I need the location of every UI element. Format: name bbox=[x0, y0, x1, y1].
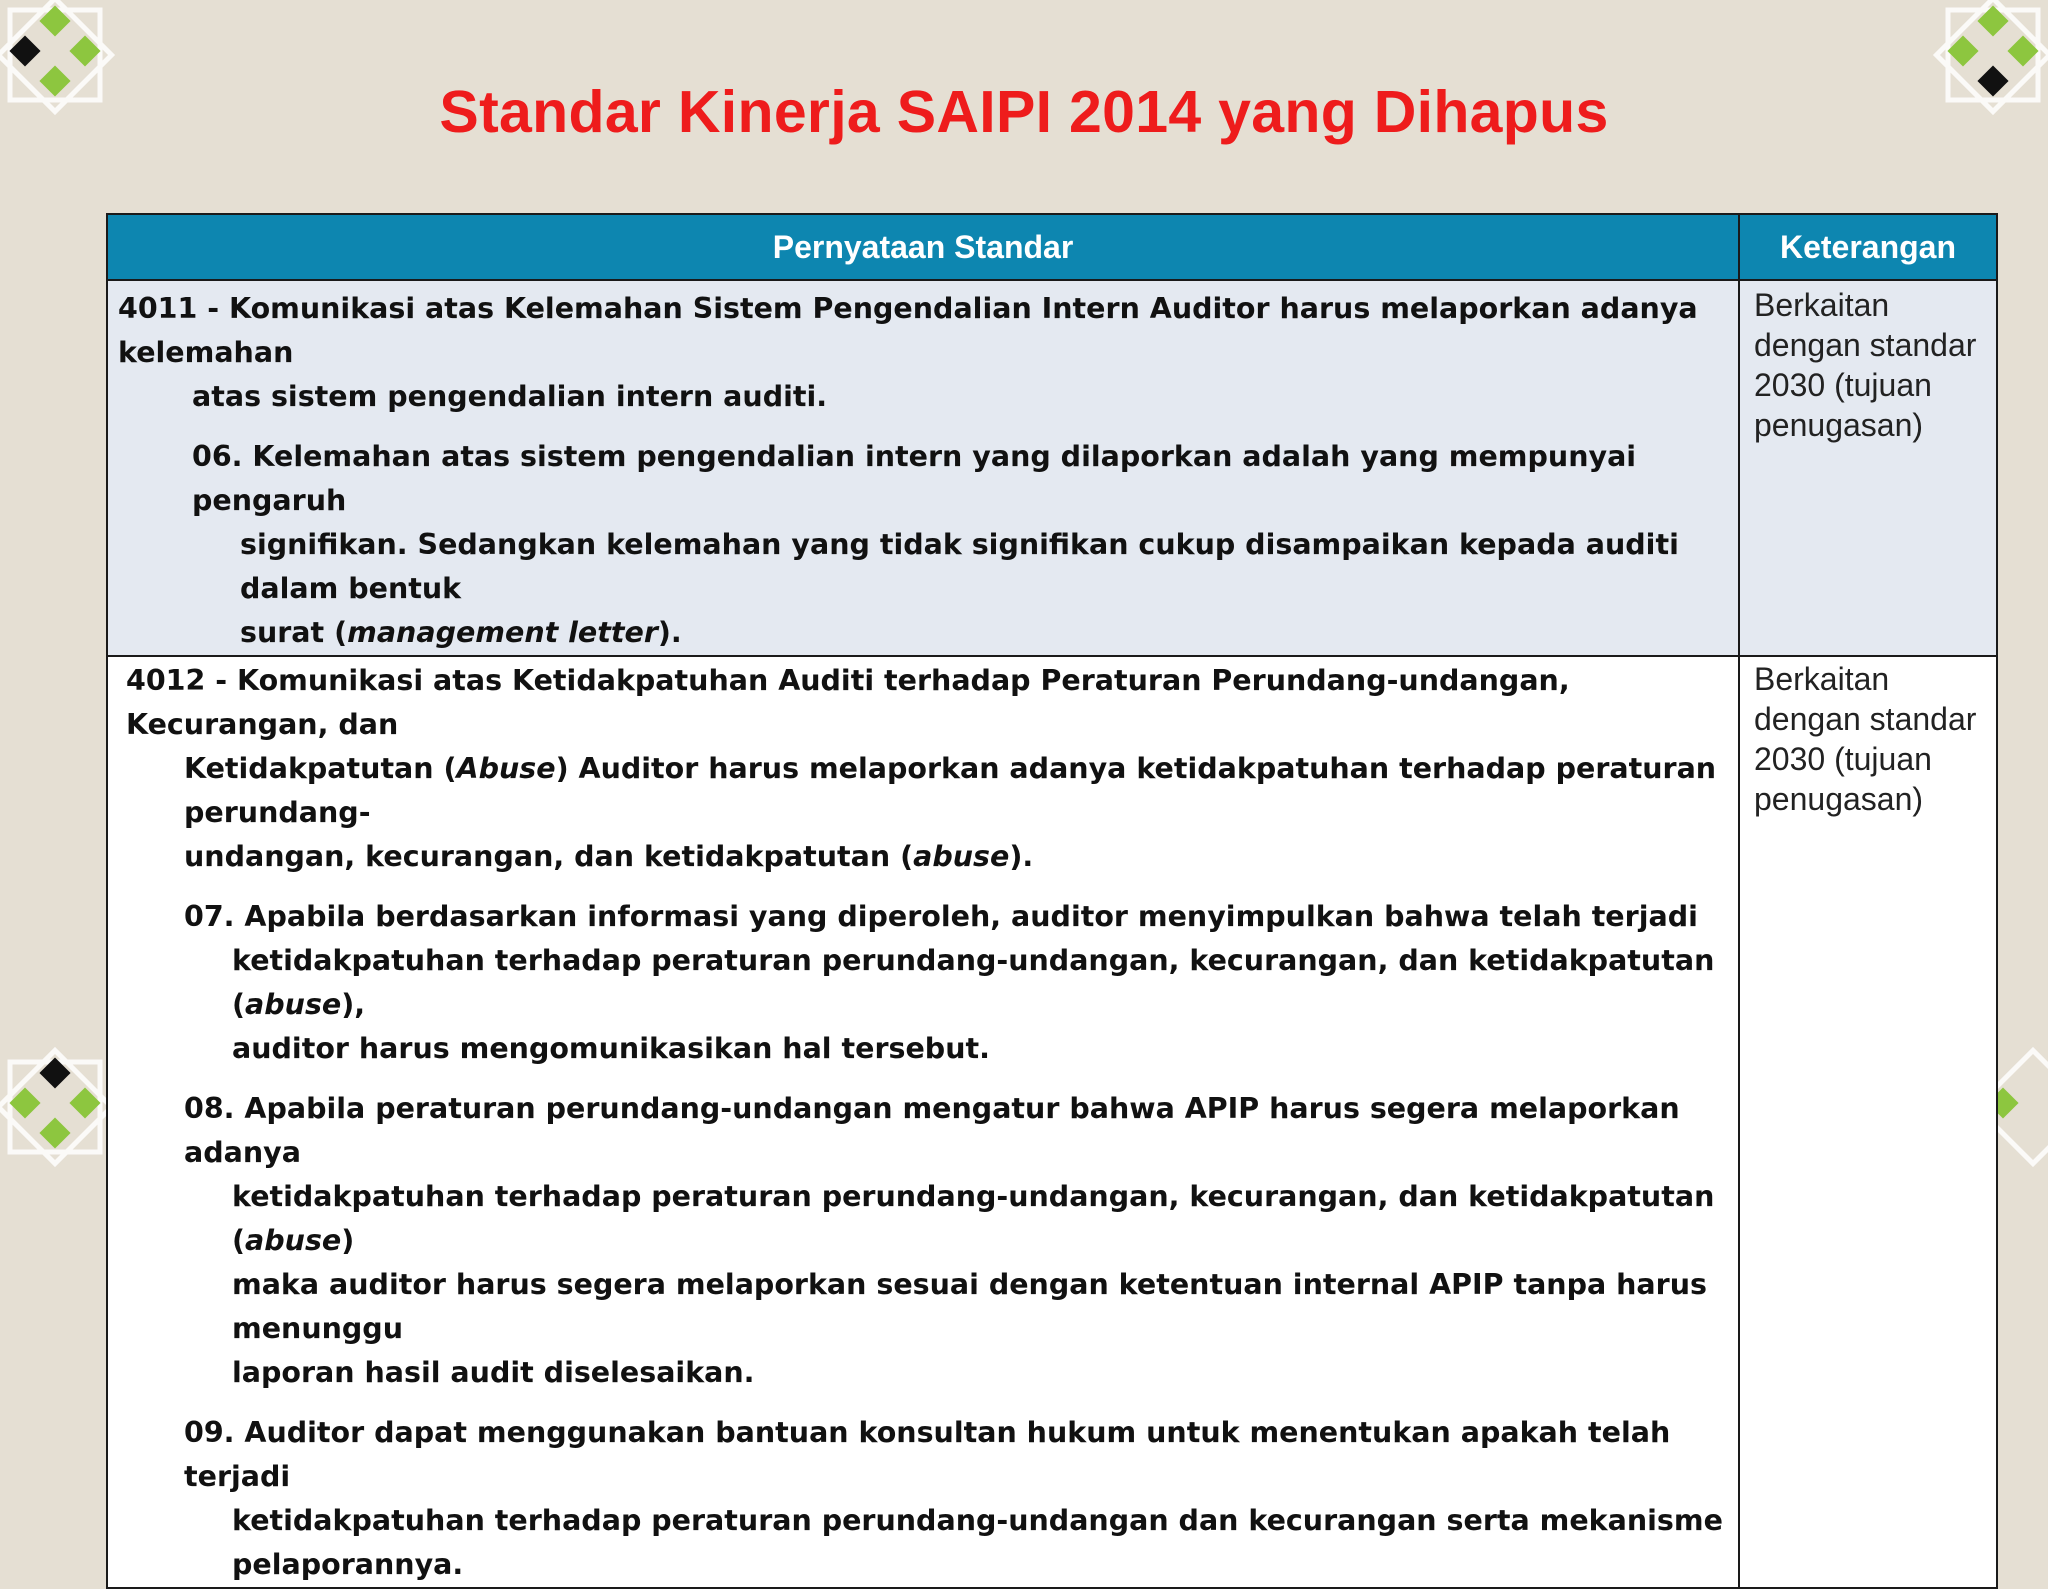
paragraph-08-line3: maka auditor harus segera melaporkan sesuai dengan ketentuan internal APIP tanpa harus menunggu bbox=[232, 1268, 1707, 1345]
paragraph-09-line2: ketidakpatuhan terhadap peraturan perundang-undangan dan kecurangan serta mekanisme bbox=[232, 1504, 1723, 1537]
paragraph-07-line2: ketidakpatuhan terhadap peraturan perundang-undangan, kecurangan, dan ketidakpatutan (abuse), bbox=[232, 944, 1715, 1021]
page-title: Standar Kinerja SAIPI 2014 yang Dihapus bbox=[439, 79, 1609, 145]
remarks-line: Berkaitan bbox=[1754, 661, 1890, 697]
standard-4011-title: 4011 - Komunikasi atas Kelemahan Sistem Pengendalian Intern Auditor harus melaporkan adanya kelemahan bbox=[118, 292, 1698, 369]
remarks-cell bbox=[1739, 656, 1997, 1588]
paragraph-06: 06. Kelemahan atas sistem pengendalian intern yang dilaporkan adalah yang mempunyai pengaruh bbox=[192, 440, 1637, 517]
remarks-line: 2030 (tujuan bbox=[1754, 741, 1932, 777]
remarks-line: Berkaitan bbox=[1754, 287, 1890, 323]
remarks-line: penugasan) bbox=[1754, 407, 1924, 443]
column-header-remarks: Keterangan bbox=[1739, 214, 1997, 280]
paragraph-08-line4: laporan hasil audit diselesaikan. bbox=[232, 1356, 755, 1389]
standard-4012-title-line3: undangan, kecurangan, dan ketidakpatutan (abuse). bbox=[184, 840, 1034, 873]
standard-4011-title-cont: atas sistem pengendalian intern auditi. bbox=[192, 380, 828, 413]
column-header-statement: Pernyataan Standar bbox=[107, 214, 1739, 280]
paragraph-09: 09. Auditor dapat menggunakan bantuan konsultan hukum untuk menentukan apakah telah terjadi bbox=[184, 1416, 1671, 1493]
table-row bbox=[107, 656, 1997, 1588]
table-row bbox=[107, 280, 1997, 656]
standard-4012-title: 4012 - Komunikasi atas Ketidakpatuhan Auditi terhadap Peraturan Perundang-undangan, Kecurangan, dan bbox=[126, 664, 1570, 741]
statement-cell bbox=[107, 656, 1739, 1588]
paragraph-06-line2: signifikan. Sedangkan kelemahan yang tidak signifikan cukup disampaikan kepada auditi dalam bentuk bbox=[240, 528, 1679, 605]
standards-table bbox=[106, 213, 1998, 1589]
remarks-line: dengan standar bbox=[1754, 327, 1977, 363]
paragraph-08: 08. Apabila peraturan perundang-undangan mengatur bahwa APIP harus segera melaporkan adanya bbox=[184, 1092, 1680, 1169]
statement-cell bbox=[107, 280, 1739, 656]
table-header-row bbox=[107, 214, 1997, 280]
standard-4012-title-line2: Ketidakpatutan (Abuse) Auditor harus melaporkan adanya ketidakpatuhan terhadap peraturan perundang- bbox=[184, 752, 1717, 829]
remarks-cell bbox=[1739, 280, 1997, 656]
paragraph-07: 07. Apabila berdasarkan informasi yang diperoleh, auditor menyimpulkan bahwa telah terjadi bbox=[184, 900, 1698, 933]
paragraph-06-line3: surat (management letter). bbox=[240, 616, 682, 649]
remarks-line: 2030 (tujuan bbox=[1754, 367, 1932, 403]
paragraph-09-line3: pelaporannya. bbox=[232, 1548, 464, 1581]
paragraph-07-line3: auditor harus mengomunikasikan hal tersebut. bbox=[232, 1032, 990, 1065]
remarks-line: penugasan) bbox=[1754, 781, 1924, 817]
paragraph-08-line2: ketidakpatuhan terhadap peraturan perundang-undangan, kecurangan, dan ketidakpatutan (abuse) bbox=[232, 1180, 1715, 1257]
remarks-line: dengan standar bbox=[1754, 701, 1977, 737]
